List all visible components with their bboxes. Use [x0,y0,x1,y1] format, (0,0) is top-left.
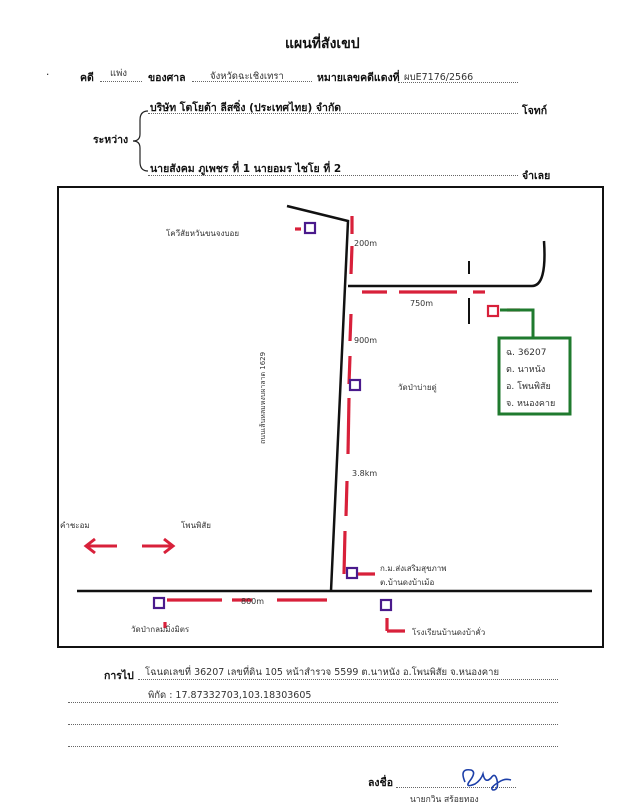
label-dist-900m: 900m [354,336,378,345]
directions-dotline-1 [138,679,558,680]
label-right-direction: โพนพิสัย [181,521,211,530]
directions-dotline-2 [68,702,558,703]
defendant-role: จำเลย [522,170,551,182]
target-line-3: อ. โพนพิสัย [506,382,551,392]
label-school: ก.ม.ส่งเสริมสุขภาพ [380,564,447,573]
map-drawing [57,186,604,648]
label-top-left-place: โควีสัยหวันขนจงบอย [166,229,240,238]
label-dist-750m: 750m [410,299,434,308]
route-path [165,216,520,631]
target-connector [500,310,533,338]
coords-text: พิกัด : 17.87332703,103.18303605 [148,690,312,701]
label-dist-3-8km: 3.8km [352,469,378,478]
direction-arrows [86,539,173,553]
court-dotline [192,81,312,82]
target-line-2: ต. นาหนัง [506,365,546,375]
signature [455,760,515,794]
label-dist-800m: 800m [241,597,265,606]
party-brace [130,108,152,174]
case-label: คดี [80,72,94,84]
defendant-name: นายสังคม ภูเพชร ที่ 1 นายอมร ไชโย ที่ 2 [150,163,342,175]
plaintiff-role: โจทก์ [522,105,548,117]
court-label: ของศาล [148,72,186,84]
defendant-dotline [148,175,518,176]
bullet-dot: · [46,69,50,81]
directions-dotline-3 [68,724,558,725]
label-temple-2: วัดป่ากลมมิ่งมิตร [131,625,190,634]
page-title: แผนที่สังเขป [285,36,360,52]
landmark-markers [154,223,391,610]
plaintiff-name: บริษัท โตโยต้า ลีสซิ่ง (ประเทศไทย) จำกัด [150,102,342,114]
directions-label: การไป [104,670,134,682]
case-number-label: หมายเลขคดีแดงที่ [317,72,400,84]
road-main-vertical [287,206,348,591]
label-road-name: ถนนเส้นหลมหงบผาลาด 1629 [259,351,267,444]
sign-label: ลงชื่อ [368,777,393,789]
signer-name: นายกวิน สร้อยทอง [410,795,479,805]
label-bottom-right-place: โรงเรียนบ้านดงบ้าคั่ว [412,628,486,637]
target-line-4: จ. หนองคาย [506,399,556,409]
label-left-direction: คำชะอม [60,521,90,530]
case-type: แพ่ง [110,68,128,79]
case-type-dotline [100,81,142,82]
label-temple-1: วัดป่าบ่ายดู่ [398,383,437,392]
label-dist-200m: 200m [354,239,378,248]
label-school-sub: ต.บ้านดงบ้าเม้อ [380,578,435,587]
directions-text: โฉนดเลขที่ 36207 เลขที่ดิน 105 หน้าสำรวจ 5599 ต.นาหนัง อ.โพนพิสัย จ.หนองคาย [145,667,500,678]
road-branch-curve [532,241,545,286]
directions-dotline-4 [68,746,558,747]
case-number-dotline [398,82,518,83]
case-number: ผบE7176/2566 [404,72,474,83]
target-line-1: ฉ. 36207 [506,348,547,358]
court-name: จังหวัดฉะเชิงเทรา [210,71,284,82]
between-label: ระหว่าง [93,134,129,146]
target-marker [488,306,498,316]
plaintiff-dotline [148,113,518,114]
